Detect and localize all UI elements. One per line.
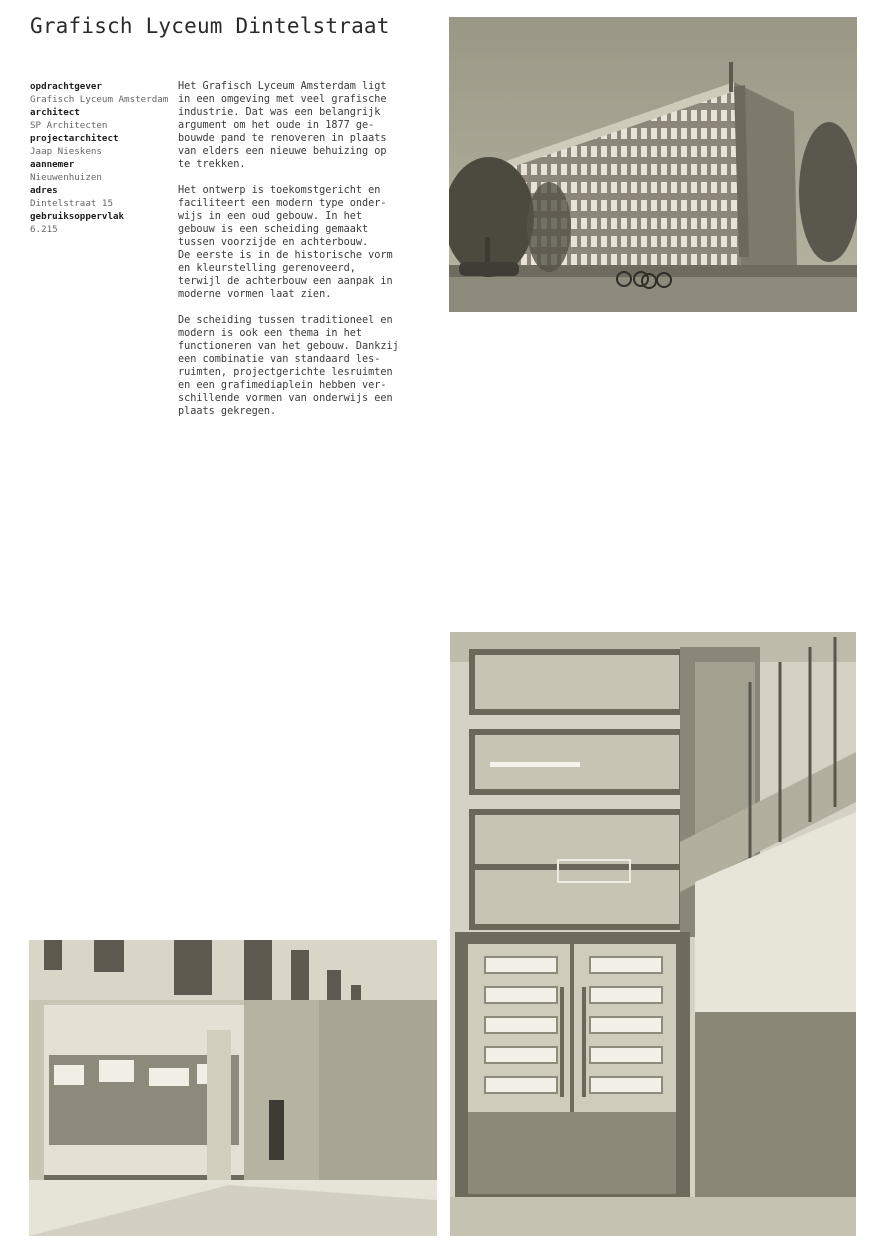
credit-label-client: opdrachtgever (30, 81, 102, 92)
credit-label-floor-area: gebruiksoppervlak (30, 211, 125, 222)
credit-value-floor-area: 6.215 (30, 224, 58, 235)
credit-value-contractor: Nieuwenhuizen (30, 172, 102, 183)
photo-stairwell-doors (450, 632, 856, 1236)
credit-value-address: Dintelstraat 15 (30, 198, 113, 209)
credit-value-project-architect: Jaap Nieskens (30, 146, 102, 157)
credit-value-architect: SP Architecten (30, 120, 108, 131)
paragraph-1: Het Grafisch Lyceum Amsterdam ligt in een omgeving met veel grafische industrie. Dat was een belangrijk argument om het oude in 1877 ge- bouwde pand te renoveren in plaats van elders een nieuwe behuizing op te trekken. (178, 81, 387, 170)
page-title: Grafisch Lyceum Dintelstraat (30, 14, 390, 38)
credit-label-project-architect: projectarchitect (30, 133, 119, 144)
paragraph-3: De scheiding tussen traditioneel en modern is ook een thema in het functioneren van het gebouw. Dankzij een combinatie van standaard les- ruimten, projectgerichte lesruimten en een grafimediaplein hebben ver- schillende vormen van onderwijs een plaats gekregen. (178, 315, 399, 417)
paragraph-2: Het ontwerp is toekomstgericht en faciliteert een modern type onder- wijs in een oud gebouw. In het gebouw is een scheiding gemaakt tussen voorzijde en achterbouw. De eerste is in de historische vorm en kleurstelling gerenoveerd, terwijl de achterbouw een aanpak in moderne vormen laat zien. (178, 185, 393, 300)
photo-building-facade (449, 17, 857, 312)
credit-label-contractor: aannemer (30, 159, 75, 170)
credit-value-client: Grafisch Lyceum Amsterdam (30, 94, 169, 105)
article-body (178, 80, 423, 431)
credit-label-architect: architect (30, 107, 80, 118)
credit-label-address: adres (30, 185, 58, 196)
project-credits (30, 80, 175, 236)
photo-interior-hall (29, 940, 437, 1236)
